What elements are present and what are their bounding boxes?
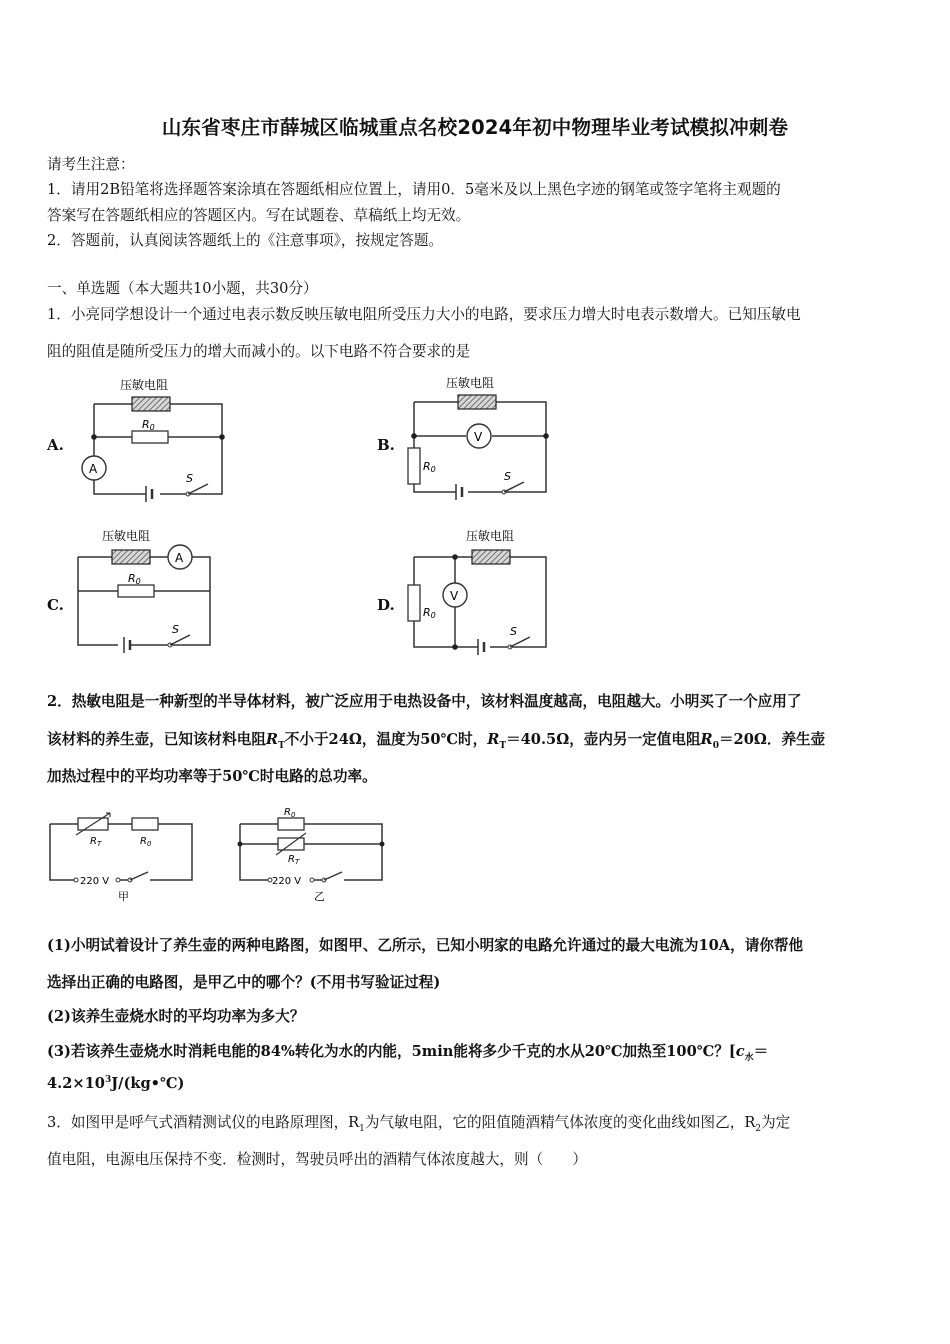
r0-label: R0 [423,606,436,620]
page-title: 山东省枣庄市薛城区临城重点名校2024年初中物理毕业考试模拟冲刺卷 [161,116,789,139]
notice-item-1b: 答案写在答题纸相应的答题区内。写在试题卷、草稿纸上均无效。 [47,207,471,224]
pressure-resistor-label: 压敏电阻 [102,529,151,543]
notice-heading: 请考生注意： [47,156,135,173]
pressure-resistor [472,550,510,564]
option-c-label[interactable]: C. [47,596,64,614]
q2-line-1: 2．热敏电阻是一种新型的半导体材料，被广泛应用于电热设备中，该材料温度越高，电阻越大。小明买了一个应用了 [47,693,802,710]
q1-line-2: 阻的阻值是随所受压力的增大而减小的。以下电路不符合要求的是 [47,343,471,360]
r0-resistor [118,585,154,597]
q2-sub1-a: (1)小明试着设计了养生壶的两种电路图，如图甲、乙所示，已知小明家的电路允许通过的最大电流为10A，请你帮他 [47,937,804,954]
r0-label: $R_0$ [284,807,296,819]
q3-line-2: 值电阻，电源电压保持不变．检测时，驾驶员呼出的酒精气体浓度越大，则（ ） [47,1151,587,1168]
option-b-circuit [400,370,560,500]
figure-yi-caption: 乙 [314,890,325,903]
option-c-circuit [64,523,234,658]
r0-resistor [408,448,420,484]
figure-jia-caption: 甲 [118,890,129,903]
q2-sub1-b: 选择出正确的电路图，是甲乙中的哪个？(不用书写验证过程) [47,974,441,991]
q2-sub3-b: $4.2\times 10^3J/(kg•℃)$ [47,1075,185,1092]
switch [130,872,148,880]
pressure-resistor-label: 压敏电阻 [120,378,169,392]
q1-line-1: 1．小亮同学想设计一个通过电表示数反映压敏电阻所受压力大小的电路，要求压力增大时电表示数增大。已知压敏电 [47,306,801,323]
pressure-resistor [112,550,150,564]
section-heading: 一、单选题（本大题共10小题，共30分） [47,280,318,297]
switch [170,635,190,645]
voltage-label: 220 V [80,876,110,887]
pressure-resistor-label: 压敏电阻 [466,529,515,543]
switch [324,872,342,880]
rt-label: $R_T$ [288,854,300,866]
rt-label: $R_T$ [90,836,102,848]
pressure-resistor-label: 压敏电阻 [446,376,495,390]
r0-resistor [278,818,304,830]
r0-label: R0 [423,460,436,474]
figure-jia-circuit [44,808,204,906]
q2-line-3: 加热过程中的平均功率等于50℃时电路的总功率。 [47,768,377,785]
pressure-resistor [458,395,496,409]
figure-yi-circuit [234,800,394,906]
switch [510,637,530,647]
switch [188,484,208,494]
voltage-label: 220 V [272,876,302,887]
switch-label: S [510,625,517,638]
r0-label: R0 [128,572,141,586]
option-a-circuit [74,372,234,502]
voltmeter-symbol: V [474,430,483,444]
q2-sub2: (2)该养生壶烧水时的平均功率为多大？ [47,1008,305,1025]
switch-label: S [186,472,193,485]
r0-label: R0 [142,418,155,432]
pressure-resistor [132,397,170,411]
switch-label: S [504,470,511,483]
r0-label: $R_0$ [140,836,152,848]
voltmeter-symbol: V [450,589,459,603]
r0-resistor [132,818,158,830]
option-d-circuit [400,523,560,658]
r0-resistor [408,585,420,621]
switch [504,482,524,492]
option-a-label[interactable]: A. [47,436,64,454]
r0-resistor [132,431,168,443]
ammeter-symbol: A [175,551,184,565]
ammeter-symbol: A [89,462,98,476]
q2-line-2: 该材料的养生壶，已知该材料电阻$R_T$不小于24Ω，温度为50℃时，$R_T=40.5\Omega$，壶内另一定值电阻$R_0=20\Omega$．养生壶 [47,731,826,751]
switch-label: S [172,623,179,636]
q3-line-1: 3．如图甲是呼气式酒精测试仪的电路原理图，$R_1$为气敏电阻，它的阻值随酒精气体浓度的变化曲线如图乙，$R_2$为定 [47,1114,791,1134]
option-d-label[interactable]: D. [377,596,395,614]
notice-item-1a: 1．请用2B铅笔将选择题答案涂填在答题纸相应位置上，请用0．5毫米及以上黑色字迹的钢笔或签字笔将主观题的 [47,181,781,198]
notice-item-2: 2．答题前，认真阅读答题纸上的《注意事项》，按规定答题。 [47,232,444,249]
q2-sub3-a: (3)若该养生壶烧水时消耗电能的84%转化为水的内能，5min能将多少千克的水从20℃加热至100℃？[$c_水=$ [47,1043,769,1063]
option-b-label[interactable]: B. [377,436,395,454]
